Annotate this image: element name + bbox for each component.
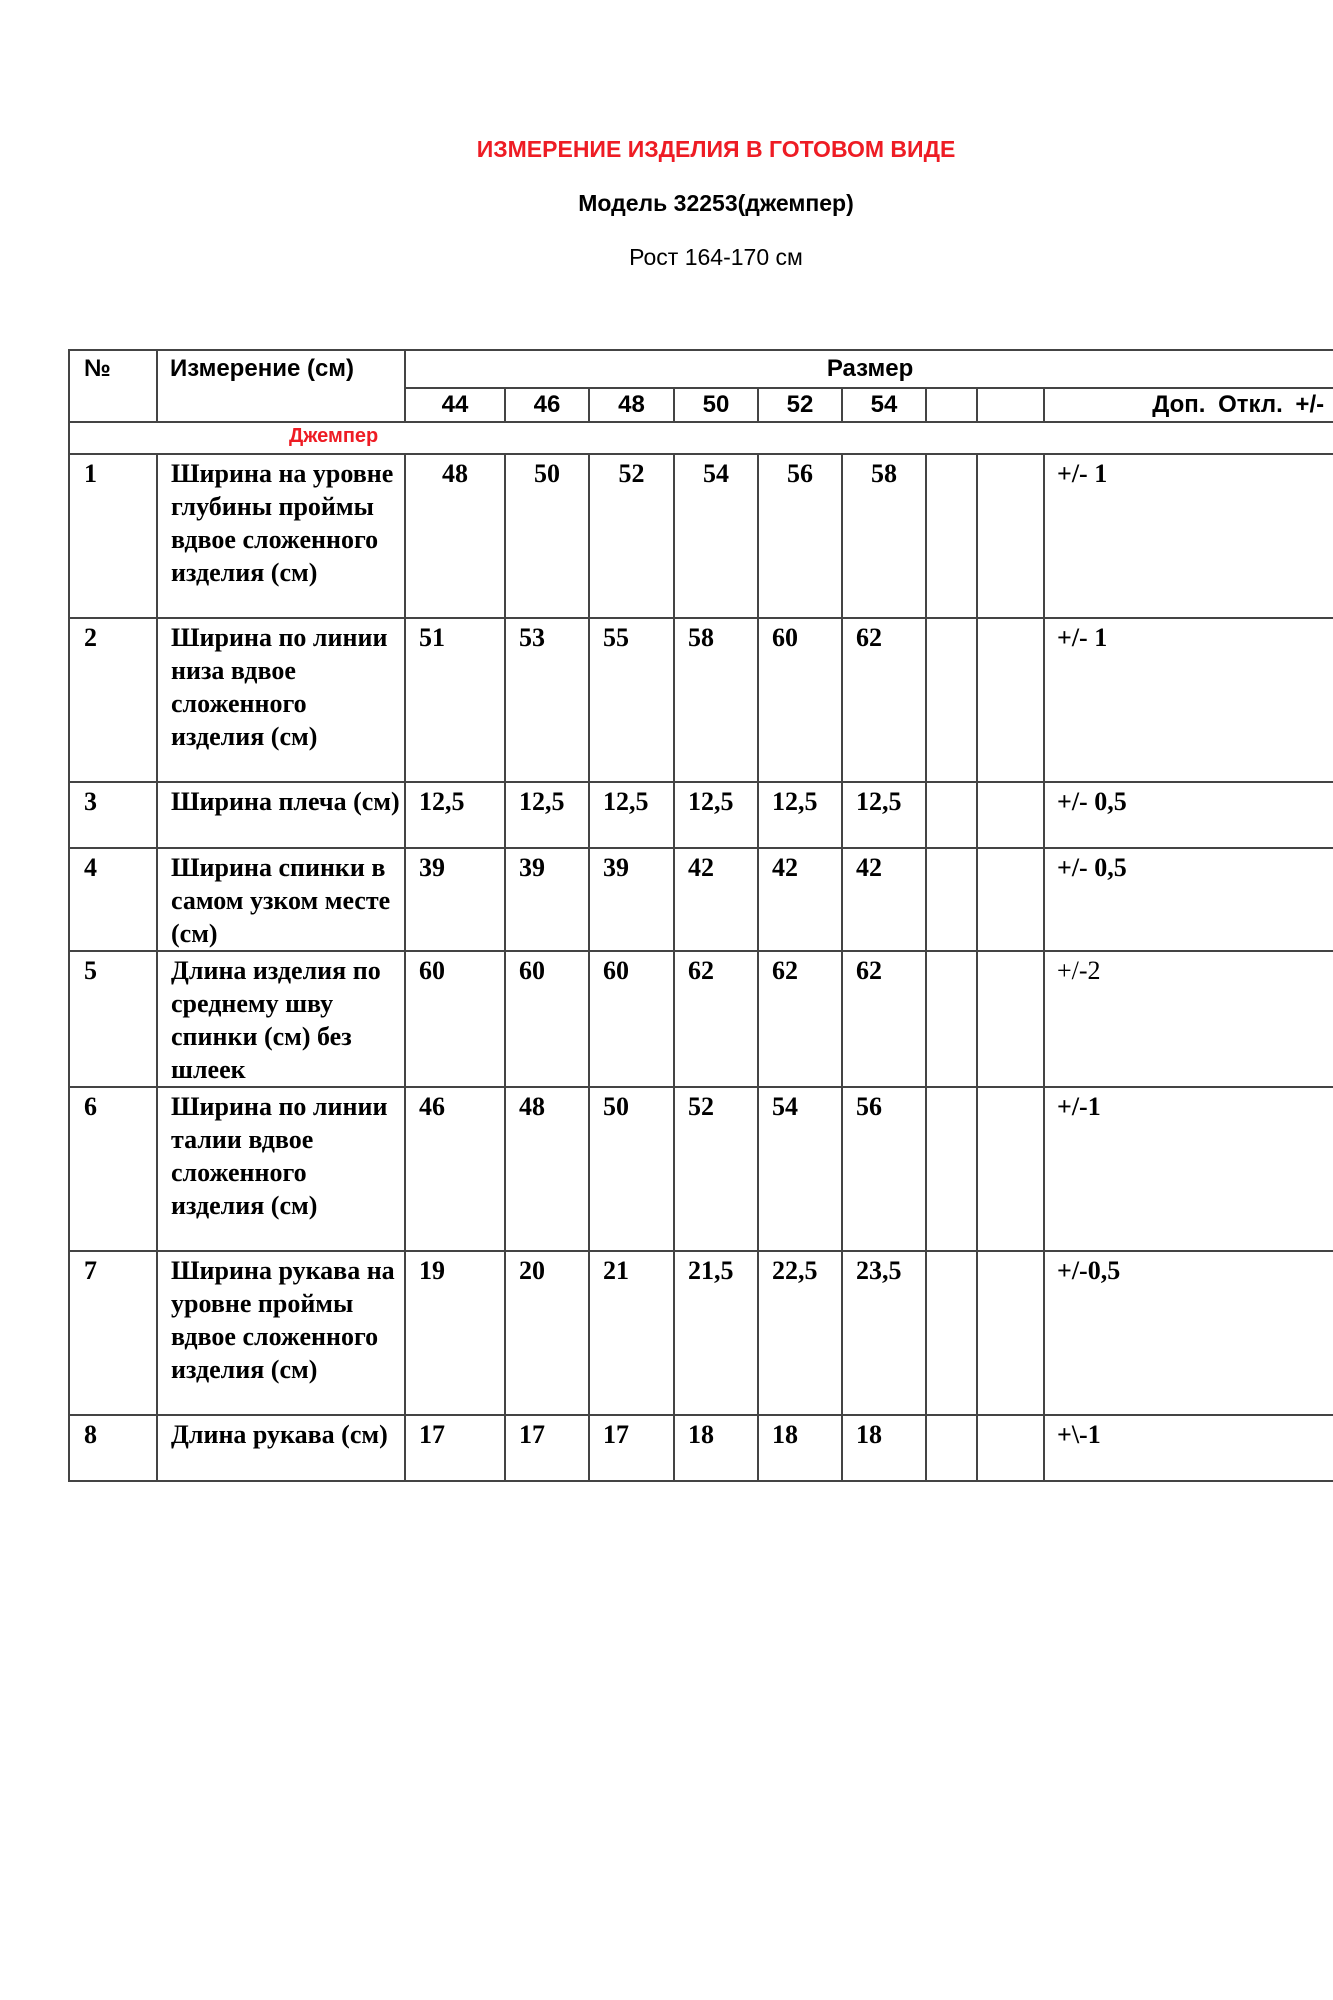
size-value: 62 <box>674 951 758 1087</box>
size-value: 18 <box>758 1415 842 1481</box>
col-size-header: Размер <box>405 350 1333 388</box>
model-name: Модель 32253(джемпер) <box>578 190 854 216</box>
size-value: 60 <box>505 951 589 1087</box>
empty-value-cell <box>977 1251 1044 1415</box>
size-value: 52 <box>674 1087 758 1251</box>
empty-size-cell <box>926 388 977 422</box>
measure-label: Ширина плеча (см) <box>157 782 405 848</box>
tolerance-value: +/- 0,5 <box>1044 782 1333 848</box>
section-row <box>69 422 1333 454</box>
measure-label: Ширина на уровне глубины проймы вдвое сложенного изделия (см) <box>157 454 405 618</box>
empty-value-cell <box>926 618 977 782</box>
header-row <box>69 350 1333 388</box>
empty-value-cell <box>977 618 1044 782</box>
row-number: 8 <box>69 1415 157 1481</box>
size-value: 17 <box>589 1415 674 1481</box>
tolerance-value: +/-0,5 <box>1044 1251 1333 1415</box>
size-value: 56 <box>842 1087 926 1251</box>
empty-value-cell <box>977 1087 1044 1251</box>
empty-value-cell <box>926 951 977 1087</box>
empty-value-cell <box>977 1415 1044 1481</box>
size-value: 58 <box>674 618 758 782</box>
row-number: 4 <box>69 848 157 951</box>
size-value: 18 <box>842 1415 926 1481</box>
size-value: 18 <box>674 1415 758 1481</box>
document-title: ИЗМЕРЕНИЕ ИЗДЕЛИЯ В ГОТОВОМ ВИДЕ <box>476 136 956 162</box>
measure-label: Длина рукава (см) <box>157 1415 405 1481</box>
size-value: 48 <box>405 454 505 618</box>
empty-value-cell <box>977 782 1044 848</box>
size-cell: 48 <box>589 388 674 422</box>
size-value: 46 <box>405 1087 505 1251</box>
size-cell: 50 <box>674 388 758 422</box>
size-value: 12,5 <box>842 782 926 848</box>
measure-label: Ширина спинки в самом узком месте (см) <box>157 848 405 951</box>
empty-value-cell <box>926 1415 977 1481</box>
table-row <box>69 618 1333 782</box>
size-value: 54 <box>674 454 758 618</box>
size-value: 55 <box>589 618 674 782</box>
table-row <box>69 782 1333 848</box>
table-row <box>69 454 1333 618</box>
empty-value-cell <box>926 848 977 951</box>
size-value: 50 <box>505 454 589 618</box>
empty-value-cell <box>926 1251 977 1415</box>
table-row <box>69 951 1333 1087</box>
size-value: 21 <box>589 1251 674 1415</box>
table-row <box>69 1251 1333 1415</box>
size-value: 17 <box>405 1415 505 1481</box>
size-value: 62 <box>758 951 842 1087</box>
empty-value-cell <box>977 848 1044 951</box>
row-number: 2 <box>69 618 157 782</box>
empty-value-cell <box>977 454 1044 618</box>
table-row <box>69 1415 1333 1481</box>
col-number-header: № <box>69 350 157 422</box>
size-value: 54 <box>758 1087 842 1251</box>
size-value: 60 <box>758 618 842 782</box>
size-value: 39 <box>589 848 674 951</box>
size-value: 58 <box>842 454 926 618</box>
size-value: 56 <box>758 454 842 618</box>
col-tolerance-header: Доп. Откл. +/- <box>1044 388 1333 422</box>
size-value: 52 <box>589 454 674 618</box>
size-value: 39 <box>505 848 589 951</box>
tolerance-value: +\-1 <box>1044 1415 1333 1481</box>
size-value: 17 <box>505 1415 589 1481</box>
size-value: 60 <box>589 951 674 1087</box>
tolerance-value: +/- 1 <box>1044 618 1333 782</box>
size-value: 62 <box>842 951 926 1087</box>
size-value: 12,5 <box>505 782 589 848</box>
size-value: 42 <box>758 848 842 951</box>
size-value: 53 <box>505 618 589 782</box>
measure-label: Длина изделия по среднему шву спинки (см) без шлеек <box>157 951 405 1087</box>
size-value: 62 <box>842 618 926 782</box>
size-value: 12,5 <box>758 782 842 848</box>
tolerance-value: +/- 0,5 <box>1044 848 1333 951</box>
row-number: 1 <box>69 454 157 618</box>
empty-value-cell <box>977 951 1044 1087</box>
size-value: 42 <box>674 848 758 951</box>
size-value: 12,5 <box>405 782 505 848</box>
row-number: 7 <box>69 1251 157 1415</box>
size-value: 42 <box>842 848 926 951</box>
size-value: 20 <box>505 1251 589 1415</box>
row-number: 3 <box>69 782 157 848</box>
size-value: 19 <box>405 1251 505 1415</box>
section-label: Джемпер <box>69 422 1333 454</box>
size-value: 51 <box>405 618 505 782</box>
table-row <box>69 1087 1333 1251</box>
size-value: 60 <box>405 951 505 1087</box>
size-value: 48 <box>505 1087 589 1251</box>
col-measure-header: Измерение (см) <box>157 350 405 422</box>
size-value: 21,5 <box>674 1251 758 1415</box>
empty-value-cell <box>926 782 977 848</box>
measurement-table <box>68 349 1333 1482</box>
size-cell: 54 <box>842 388 926 422</box>
size-value: 12,5 <box>674 782 758 848</box>
size-value: 50 <box>589 1087 674 1251</box>
table-row <box>69 848 1333 951</box>
tolerance-value: +/- 1 <box>1044 454 1333 618</box>
measure-label: Ширина рукава на уровне проймы вдвое сложенного изделия (см) <box>157 1251 405 1415</box>
height-range: Рост 164-170 см <box>629 244 803 270</box>
size-value: 12,5 <box>589 782 674 848</box>
measure-label: Ширина по линии низа вдвое сложенного изделия (см) <box>157 618 405 782</box>
size-value: 39 <box>405 848 505 951</box>
empty-value-cell <box>926 454 977 618</box>
size-value: 23,5 <box>842 1251 926 1415</box>
size-cell: 52 <box>758 388 842 422</box>
tolerance-value: +/-2 <box>1044 951 1333 1087</box>
empty-value-cell <box>926 1087 977 1251</box>
empty-size-cell <box>977 388 1044 422</box>
size-cell: 44 <box>405 388 505 422</box>
size-cell: 46 <box>505 388 589 422</box>
measure-label: Ширина по линии талии вдвое сложенного изделия (см) <box>157 1087 405 1251</box>
row-number: 6 <box>69 1087 157 1251</box>
size-value: 22,5 <box>758 1251 842 1415</box>
row-number: 5 <box>69 951 157 1087</box>
tolerance-value: +/-1 <box>1044 1087 1333 1251</box>
